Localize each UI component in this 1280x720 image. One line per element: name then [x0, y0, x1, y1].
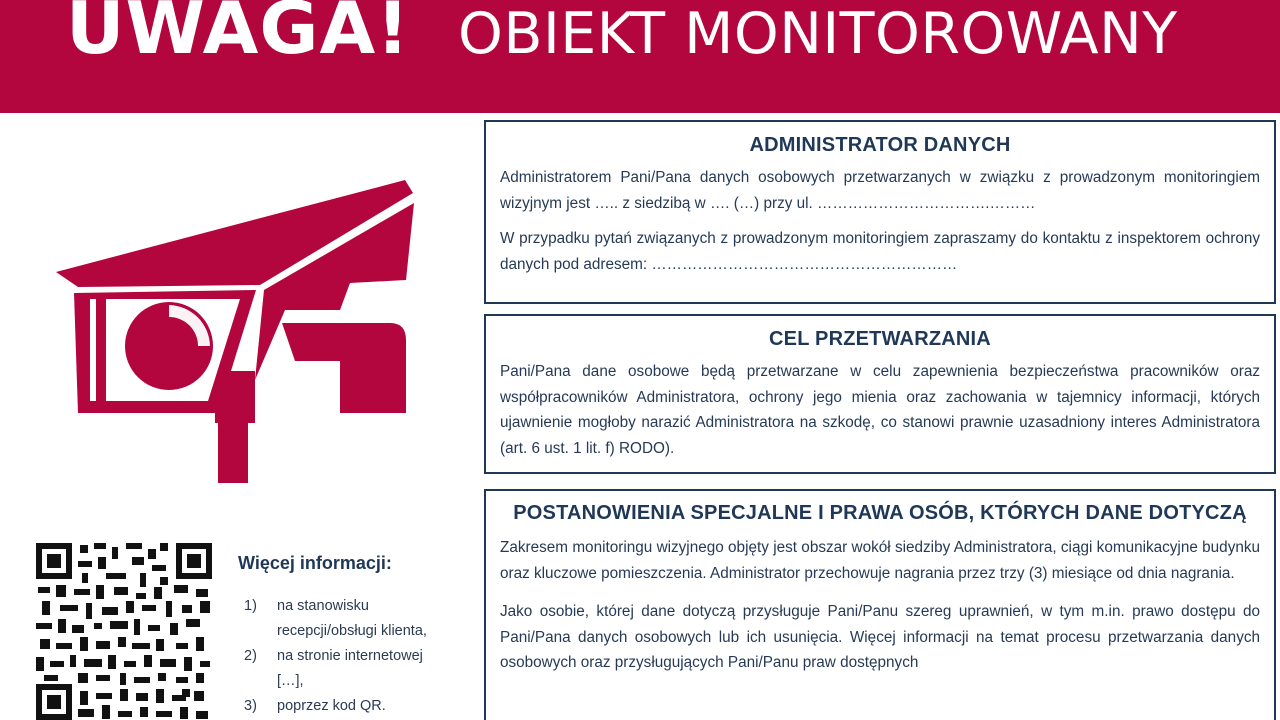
- section-title: ADMINISTRATOR DANYCH: [749, 134, 1011, 156]
- section-paragraph: Administratorem Pani/Pana danych osobowych przetwarzanych w związku z prowadzonym monitoringiem wizyjnym jest ….. z siedzibą w …. (…) przy ul. …………………………….………: [500, 169, 1260, 212]
- list-item: [244, 644, 427, 669]
- qr-code: [36, 543, 212, 720]
- list-item: [244, 669, 427, 694]
- rights-section: [484, 489, 1276, 720]
- section-title: CEL PRZETWARZANIA: [769, 328, 991, 350]
- more-info-title: Więcej informacji:: [238, 553, 392, 573]
- list-text: […],: [277, 673, 304, 689]
- list-item: [244, 619, 427, 644]
- list-number: 3): [244, 698, 257, 714]
- purpose-section: [484, 314, 1276, 474]
- section-paragraph: Pani/Pana dane osobowe będą przetwarzane w celu zapewnienia bezpieczeństwa pracowników oraz współpracowników Administratora, ochrony jego mienia oraz zachowania w tajemnicy informacji, których ujawnienie mogłoby narazić Administratora na szkodę, co stanowi prawnie uzasadniony interes Administratora (art. 6 ust. 1 lit. f) RODO).: [500, 363, 1260, 457]
- list-text: poprzez kod QR.: [277, 698, 386, 714]
- list-text: na stronie internetowej: [277, 648, 423, 664]
- list-item: [244, 594, 427, 619]
- list-number: 2): [244, 648, 257, 664]
- list-item: [244, 694, 427, 719]
- header-banner: [0, 0, 1280, 113]
- banner-subtitle: OBIEKT MONITOROWANY: [458, 1, 1178, 67]
- more-info-list: [244, 594, 427, 719]
- section-paragraph: Zakresem monitoringu wizyjnego objęty jest obszar wokół siedziby Administratora, ciągi komunikacyjne budynku oraz kluczowe pomieszczenia. Administrator przechowuje nagrania przez trzy (3) miesiące od dnia nagrania.: [500, 539, 1260, 582]
- list-text: recepcji/obsługi klienta,: [277, 623, 427, 639]
- section-paragraph: Jako osobie, której dane dotyczą przysługuje Pani/Panu szereg uprawnień, w tym m.in. prawo dostępu do Pani/Pana danych osobowych lub ich usunięcia. Więcej informacji na temat procesu przetwarzania danych osobowych oraz przysługujących Pani/Panu praw dostępnych: [500, 603, 1260, 671]
- list-number: 1): [244, 598, 257, 614]
- list-text: na stanowisku: [277, 598, 369, 614]
- section-paragraph: W przypadku pytań związanych z prowadzonym monitoringiem zapraszamy do kontaktu z inspektorem ochrony danych pod adresem: ……………………………………………………: [500, 230, 1260, 273]
- administrator-section: [484, 120, 1276, 304]
- section-title: POSTANOWIENIA SPECJALNE I PRAWA OSÓB, KTÓRYCH DANE DOTYCZĄ: [513, 502, 1247, 524]
- cctv-camera-icon: [50, 175, 420, 485]
- warning-title: UWAGA!: [66, 0, 411, 70]
